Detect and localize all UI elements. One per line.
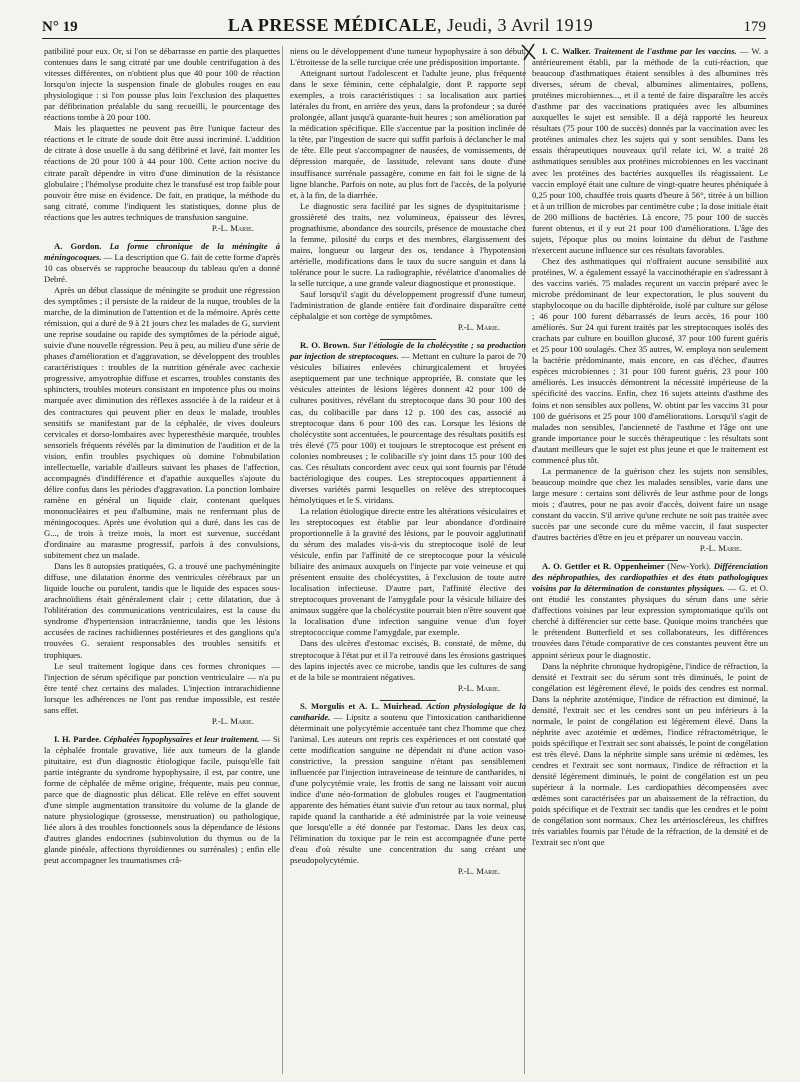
article-paragraph: Dans les 8 autopsies pratiquées, G. a trouvé une pachyméningite diffuse, une dilatation énorme des ventricules cérébraux par un liquide louche ou purulent, tandis que le liquide des espaces sous-arachnoïdiens était généralement clair ; cette dilatation, due à l'oblitération des communications ventriculaires, est la cause du syndrome d'hypertension intracrânienne, tandis que les lésions accusées de racines rachidiennes postérieures et des ganglions qu'a trouvées G. seraient responsables des troubles sensitifs et trophiques. (44, 561, 280, 660)
article-author: S. Morgulis et A. L. Muirhead. (300, 700, 423, 711)
article-heading (44, 734, 280, 867)
article-author: I. H. Pardee. (54, 733, 102, 744)
article-author: R. O. Brown. (300, 340, 350, 351)
article-author: A. O. Gettler et R. Oppenheimer (542, 561, 665, 572)
article-paragraph: Dans des ulcères d'estomac excisés, B. constaté, de même, du streptocoque à l'état pur et il l'a retrouvé dans les érosions gastriques des lapins injectés avec ce microbe, tandis que les cultures de sang et de la bile se montraient négatives. (290, 638, 526, 682)
article-author: A. Gordon. (54, 240, 102, 251)
article-signature: P.-L. Marie. (699, 543, 742, 554)
article-signature: P.-L. Marie. (457, 682, 500, 693)
article-paragraph: Atteignant surtout l'adolescent et l'adulte jeune, plus fréquente dans le sexe féminin, cette céphalalgie, dont P. rapporte sept exemples, a trois caractéristiques : sa localisation aux parties latérales du front, en arrière des yeux, dans la profondeur ; sa durée prolongée, allant jusqu'à quarante-huit heures ; son amélioration par la médication spécifique. Elle s'accentue par la position inclinée de la tête, par l'ingestion de sucre qui suffit parfois à déclancher le mal de tête. Elle peut s'accompagner de nausées, de vomissements, de dépression marquée, de lassitude, relevant sans doute d'une insuffisance surrénale passagère, comme en fait foi le signe de la ligne blanche. Parfois on note, au plus fort de l'accès, de la polyurie et, à la fin, de la diarrhée. (290, 68, 526, 200)
article-lead: — Mettant en culture la paroi de 70 vésicules biliaires enlevées chirurgicalement et broyées aseptiquement par une technique appropriée, B. constate que les vésicules atteintes de lésions légères donnent 42 pour 100 de cultures positives, révélant du streptocoque dans 30 pour 100 des cas, du colibacille par dans 12 p. 100 des cas, associé au streptocoque dans 6 pour 100 des cas. Lorsque les lésions de cholécystite sont accentuées, le pourcentage des résultats positifs est très élevé (75 pour 100) et toujours le streptocoque est présent en colonies nombreuses ; le colibacille s'y joint dans 15 pour 100 des cas. Ces résultats concordent avec ceux qui sont fournis par l'étude bactériologique des coupes. Les streptocoques appartiennent à diverses variétés parmi lesquelles on relève des streptocoques hémolytiques et le S. viridans. (290, 351, 526, 505)
article-paragraph: Mais les plaquettes ne peuvent pas être l'unique facteur des réactions et le citrate de soude doit être aussi incriminé. L'addition de citrate à dose usuelle à du sang défibriné et lavé, fait monter les réactions de 20 pour 100 à 44 pour 100. Cette action nocive du citrate paraît dépendre in vitro d'une diminution de la résistance globulaire ; l'hémolyse produite chez le transfusé est trop faible pour pouvoir être mise en évidence. De fait, en pratique, la méthode du sang citraté, comme l'indiquent les statistiques, donne plus de réactions que les autres techniques de transfusion sanguine. (44, 123, 280, 222)
article-signature: P.-L. Marie. (211, 222, 254, 233)
issue-number: N° 19 (42, 19, 78, 35)
issue-date: , Jeudi, 3 Avril 1919 (436, 15, 594, 35)
article-title: La forme chronique de la méningite à méningocoques. (44, 240, 280, 262)
article-author: I. C. Walker. (542, 46, 591, 56)
header-rule (42, 38, 766, 39)
page-header (42, 10, 766, 36)
article-heading (532, 561, 768, 660)
article-title: Différenciation des néphropathies, des cardiopathies et des états pathologiques voisins par la détermination de constantes physiques. (532, 561, 768, 594)
article-heading (44, 241, 280, 285)
article-lead: — La description que G. fait de cette forme d'après 10 cas observés se rapproche beaucoup du tableau qu'en a donné Debré. (44, 251, 280, 284)
article-signature: P.-L. Marie. (211, 715, 254, 726)
article-lead: — Lipsitz a soutenu que l'intoxication cantharidienne déterminait une polycytémie accentuée tant chez l'homme que chez l'animal. Les auteurs ont repris ces expériences et ont constaté que cette modification sanguine ne dépendait ni d'une action vaso-constrictive, la pression sanguine n'étant pas sensiblement influencée par l'injection intraveineuse de teinture de cantharides, ni d'une polycytémie vraie, les frottis de sang ne laissant voir aucun indice d'une néo-formation de globules rouges et l'augmentation apparente des hématies étant suivie d'un retour au taux normal, plus rapide quand la cantharide a été administrée par la voie veineuse que lorsqu'elle a été donnée par l'estomac. Dans les deux cas, l'élimination du toxique par le rein est accompagnée d'une perte d'eau d'où résulte une concentration du sang créant une pseudopolycytémie. (290, 711, 526, 866)
article-title: Sur l'étiologie de la cholécystite ; sa production par injection de streptocoques. (290, 340, 526, 362)
article-paragraph: Chez des asthmatiques qui n'offraient aucune sensibilité aux protéines, W. a également essayé la vaccinothérapie en s'adressant à des vaccins variés. 75 malades reçurent un vaccin préparé avec le microbe prédominant de leur expectoration, le plus souvent du staphylocoque ou du bacille diphtéroïde, isolé par culture sur gélose ; 46 pour 100 furent débarrassés de leurs accès, 16 pour 100 améliorés. Sur 24 qui furent traités par les streptocoques isolés des crachats par culture en bouillon glucosé, 37 pour 100 furent guéris et 25 pour 100 soulagés. Chez 35 autres, W. employa non seulement la bactérie prédominante, mais encore, en cas d'échec, d'autres espèces microbiennes ; 31 pour 100 furent guéris, 23 pour 100 améliorés. Les insuccès démontrent la nécessité impérieuse de la spécificité des vaccins. Enfin, chez 16 sujets atteints d'asthme des foins et non sensibles aux pollens, W. obtint par les vaccins 31 pour 100 de guérisons et 25 pour 100 d'améliorations. Lorsqu'il s'agit de malades non sensibles, l'ancienneté de l'asthme et l'âge ont une grande importance pour le succès thérapeutique : les résultats sont d'autant meilleurs que le sujet est plus jeune et que le traitement est commencé plus tôt. (532, 255, 768, 465)
article-title: Céphalées hypophysaires et leur traitement. (103, 733, 260, 744)
article-signature: P.-L. Marie. (457, 866, 500, 877)
column-left (44, 46, 280, 1072)
article-heading (532, 46, 768, 256)
article-paragraph: niens ou le développement d'une tumeur hypophysaire à son début. L'étroitesse de la selle turcique crée une prédisposition importante. (290, 46, 526, 68)
article-lead: — W. a antérieurement établi, par la méthode de la cuti-réaction, que beaucoup d'asthmatiques étaient sensibles à des albumines très diverses, sérum de cheval, albumines alimentaires, pollens, protéines microbiennes..., et il a tenté de faire disparaître les accès d'asthme par des vaccinations pratiquées avec les albumines auxquelles le sujet est sensible. Il a déjà rapporté les heureux résultats (75 pour 100 de succès) donnés par la vaccination avec les protéines animales chez les sujets qui y sont sensibles. Dans les essais thérapeutiques nouveaux qu'il relate ici, W. a traité 28 asthmatiques sensibles aux protéines microbiennes en les vaccinant avec les protéines des bactéries auxquelles ils réagissaient. Le vaccin employé était une culture de vingt-quatre heures phéniquée à 0,25 pour 100, chauffée trois quarts d'heure à 56°, titrée à un billion et à un trillion de microbes par centimètre cube ; la dose initiale était de 200 millions de bactéries. Là encore, 75 pour 100 de succès furent obtenus, et il y eut 21 pour 100 d'améliorations. L'âge des sujets, l'époque plus ou moins lointaine du début de l'asthme n'exercent aucune influence sur ces résultats favorables. (532, 46, 768, 255)
article-lead: — G. et O. ont étudié les constantes physiques du sérum dans une série d'affections voisines par leur expression symptomatique qu'ils ont cherché à différencier sur cette base. Quoique moins tranchées que le prétendent Butterfield et ses collaborateurs, les différences trouvées dans l'étude comparative de ces constantes peuvent être un appoint sérieux pour le diagnostic. (532, 583, 768, 660)
journal-name: LA PRESSE MÉDICALE (227, 15, 437, 35)
article-heading (290, 701, 526, 867)
column-right (532, 46, 768, 1072)
article-signature: P.-L. Marie. (457, 322, 500, 333)
article-paragraph: Sauf lorsqu'il s'agit du développement progressif d'une tumeur, l'administration de glande entière fait d'ordinaire disparaître cette céphalalgie et son cortège de symptômes. (290, 289, 526, 322)
article-paragraph: Le diagnostic sera facilité par les signes de dyspituitarisme : grossièreté des traits, nez volumineux, épaisseur des lèvres, prognathisme, abondance des sourcils, présence de moustache chez la femme, pilosité du corps et des membres, élargissement des mains, longueur ou largeur des os, tendance à l'hypotension artérielle, modifications dans le taux du sucre sanguin et dans la tolérance pour le sucre. La radiographie, révélatrice d'anomalies de la selle turcique, a une grande valeur diagnostique et pronostique. (290, 200, 526, 288)
column-middle (290, 46, 526, 1072)
article-place: (New-York). (667, 561, 712, 572)
article-paragraph: La permanence de la guérison chez les sujets non sensibles, beaucoup moindre que chez les malades sensibles, varie dans une large mesure : certains sont délivrés de leur asthme pour de longs mois ; d'autres, pour ne pas avoir d'accès, doivent faire un usage constant du vaccin. S'il arrive qu'une rechute ne soit pas traitée avec succès par une seconde cure du même vaccin, il faut suspecter d'autres bactéries d'être en jeu et préparer un nouveau vaccin. (532, 465, 768, 543)
article-lead: — Si la céphalée frontale gravative, liée aux tumeurs de la glande pituitaire, est d'un diagnostic étiologique facile, puisqu'elle fait partie intégrante du syndrome hypophysaire, il est, par contre, une forme de céphalée de même origine, fréquente, mais peu connue, parce que de diagnostic plus délicat. Elle relève en effet souvent d'une simple augmentation transitoire du volume de la glande de nature physiologique (grossesse, menstruation) ou pathologique, liée alors à des troubles fonctionnels sous la dépendance de lésions d'autres glandes endocrines (subinvolution du thymus ou de la glande pinéale, affections thyroïdiennes ou surrénales) ; enfin elle peut accompagner les traumatismes crâ- (44, 733, 280, 866)
article-title: Traitement de l'asthme par les vaccins. (593, 46, 737, 56)
column-divider (282, 46, 283, 1074)
article-paragraph: patibilité pour eux. Or, si l'on se débarrasse en partie des plaquettes contenues dans le sang citraté par une double centrifugation à des vitesses différentes, on n'obtient plus que 40 pour 100 de réaction lorsqu'on injecte la suspension finale de globules rouges en eau physiologique : si l'on pousse plus loin l'exclusion des plaquettes par défibrination préalable du sang recueilli, le pourcentage des réactions tombe à 20 pour 100. (44, 46, 280, 123)
article-paragraph: Après un début classique de méningite se produit une régression des symptômes ; il persiste de la raideur de la nuque, troubles de la marche, de la diminution de l'attention et de la mémoire. Après cette rémission, qui a duré de 9 à 21 jours chez les malades de G, survient une reprise soudaine ou rapide des symptômes de la période aiguë, suivie d'une nouvelle régression. Peu à peu, au milieu d'une série de phases d'amélioration et d'aggravation, se développent des troubles caractéristiques : troubles de la nutrition générale avec cachexie progressive, amyotrophie diffuse et escarres, troubles constants des sphincters, troubles moteurs consistant en impotence plus ou moins marquée avec diminution des réflexes associée à de la raideur et à des contractures qui peuvent plier en deux le malade, troubles sensitifs se manifestant par de la céphalée, de vives douleurs cervicales et dorso-lombaires avec hyperesthésie marquée, troubles sensoriels fréquents révélés par la diminution de l'audition et de la vision, enfin troubles psychiques où domine l'obnubilation intellectuelle, variable d'ailleurs suivant les phases de l'affection, accompagnés d'indifférence et d'apathie auxquelles s'ajoute du délire confus dans les périodes d'aggravation. La ponction lombaire ramène en général un liquide clair, contenant quelques mononucléaires et peu d'albumine, mais ne renfermant plus de méningocoques. Après une évolution qui a duré, dans les cas de G..., de trois à treize mois, la mort est survenue, succédant d'ordinaire au marasme progressif, parfois à des convulsions, subitement chez un malade. (44, 284, 280, 561)
article-title: Action physiologique de la cantharide. (290, 700, 526, 722)
article-paragraph: La relation étiologique directe entre les altérations vésiculaires et les streptocoques est établie par leur abondance d'ordinaire proportionnelle à la gravité des lésions, par le pouvoir agglutinatif du sérum des malades vis-à-vis du streptocoque isolé de leur vésicule, enfin par l'affinité de ce streptocoque pour la vésicule biliaire des animaux auxquels on l'injecte par voie veineuse et qui présentent ensuite des cholécystites, à l'exclusion de toute autre localisation infectieuse. D'autre part, l'affinité élective des streptocoques provenant de l'amygdale pour la vésicule biliaire des animaux suggère que la cholécystite pourrait bien n'être souvent que la localisation d'une infection sanguine venue d'un foyer streptococcique comme l'amygdale, par exemple. (290, 505, 526, 638)
article-paragraph: Le seul traitement logique dans ces formes chroniques — l'injection de sérum spécifique par ponction ventriculaire — n'a pu être tenté chez certains des malades. L'injection intrarachidienne lorsque les adhérences ne l'ont pas rendue impossible, est restée sans effet. (44, 660, 280, 715)
journal-title (228, 15, 593, 36)
article-heading (290, 340, 526, 506)
page-number: 179 (743, 19, 766, 35)
article-paragraph: Dans la néphrite chronique hydropigène, l'indice de réfraction, la densité et l'extrait sec du sérum sont très diminués, le point de congélation est légèrement élevé, le poids des cendres est normal. Dans la néphrite azotémique, l'indice de réfraction est diminué, la densité, l'extrait sec et les cendres sont un peu inférieurs à la normale, le point de congélation est légèrement élevé. Dans la néphrite avec azotémie et œdèmes, l'indice réfractométrique, le poids spécifique et l'extrait sec sont abaissés, le point de congélation est très élevé. Dans la néphrite simple sans urémie ni œdèmes, les cendres et l'extrait sec sont normaux, l'indice de réfraction et la densité légèrement diminués, le point de congélation est un peu supérieur à la normale. Les cardiopathies décompensées avec œdèmes sont caractérisées par un abaissement de la réfraction, du poids spécifique et de l'extrait sec tandis que les cendres et le point de congélation sont normaux. Chez les artérioscléreux, les chiffres très variables fournis par l'étude de la réfraction, de la densité et de l'extrait sec n'ont que (532, 660, 768, 848)
